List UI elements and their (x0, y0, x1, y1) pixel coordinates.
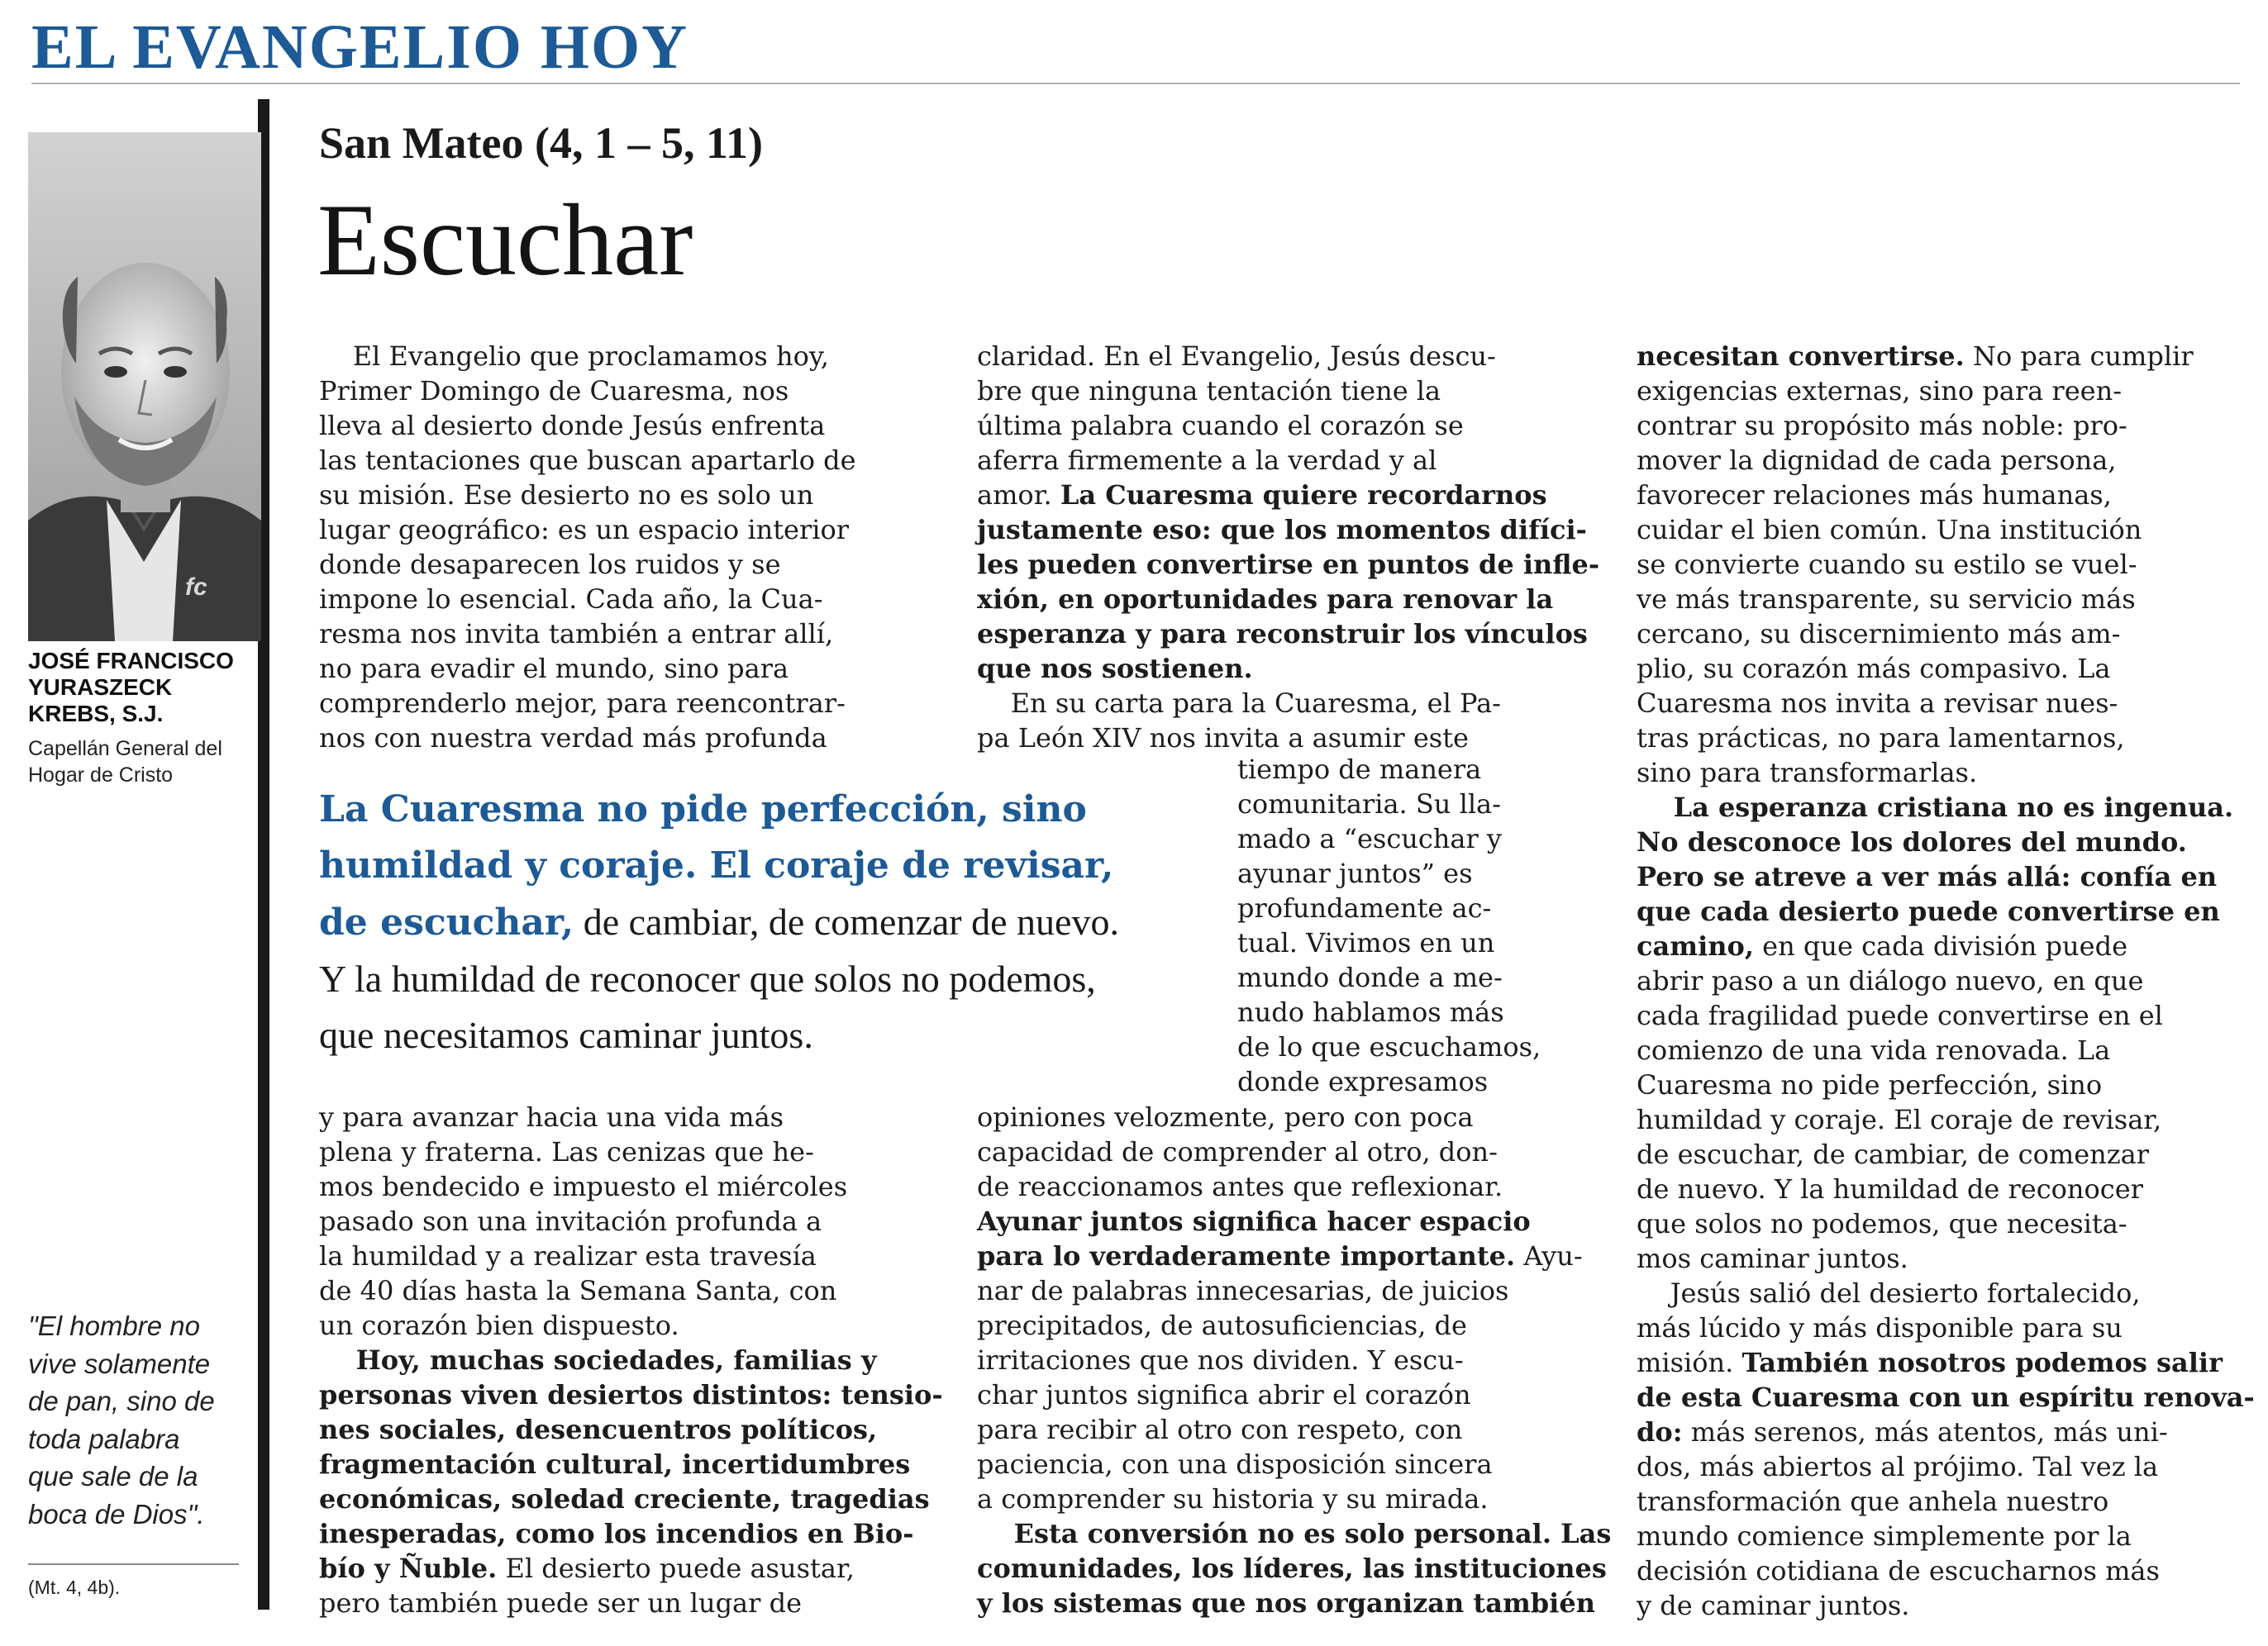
body-bold-line: personas viven desiertos distintos: tensio- (319, 1379, 943, 1411)
body-line: tras prácticas, no para lamentarnos, (1637, 722, 2125, 754)
body-bold-line: comunidades, los líderes, las instituciones (977, 1553, 1607, 1584)
body-line: irritaciones que nos dividen. Y escu- (977, 1344, 1464, 1376)
pull-quote-line: Y la humildad de reconocer que solos no podemos, (319, 958, 1096, 1000)
body-bold-span: do: (1637, 1416, 1683, 1448)
body-line: para recibir al otro con respeto, con (977, 1414, 1463, 1445)
body-bold-line: que nos sostienen. (977, 653, 1253, 684)
body-bold-line: xión, en oportunidades para renovar la (977, 583, 1554, 615)
body-line: bre que ninguna tentación tiene la (977, 375, 1441, 407)
body-bold-line: económicas, soledad creciente, tragedias (319, 1483, 930, 1515)
body-line: de 40 días hasta la Semana Santa, con (319, 1275, 837, 1306)
body-span: amor. (977, 479, 1060, 511)
body-line: de lo que escuchamos, (1237, 1031, 1541, 1063)
body-bold-span: La Cuaresma quiere recordarnos (1060, 479, 1547, 511)
body-bold-line: No desconoce los dolores del mundo. (1637, 826, 2187, 858)
body-line: a comprender su historia y su mirada. (977, 1483, 1489, 1515)
body-bold-span: camino, (1637, 930, 1754, 962)
author-name-line: KREBS, S.J. (28, 701, 164, 726)
author-role-line: Hogar de Cristo (28, 764, 174, 787)
body-line: El Evangelio que proclamamos hoy, (319, 340, 829, 372)
author-role-line: Capellán General del (28, 737, 222, 760)
author-name-line: YURASZECK (28, 674, 173, 700)
body-span: El desierto puede asustar, (497, 1553, 855, 1584)
body-line: las tentaciones que buscan apartarlo de (319, 445, 856, 476)
body-line: más lúcido y más disponible para su (1637, 1312, 2123, 1344)
quote-line: que sale de la (28, 1461, 198, 1491)
body-line: de reaccionamos antes que reflexionar. (977, 1171, 1503, 1202)
body-bold-line: y los sistemas que nos organizan también (977, 1587, 1595, 1619)
body-line: claridad. En el Evangelio, Jesús descu- (977, 340, 1496, 372)
sidebar-quote (28, 1307, 260, 1533)
body-line: abrir paso a un diálogo nuevo, en que (1637, 965, 2144, 997)
column-1-bottom (319, 1100, 943, 1620)
body-line: donde expresamos (1237, 1066, 1489, 1097)
body-line: En su carta para la Cuaresma, el Pa- (977, 687, 1501, 719)
author-name-line: JOSÉ FRANCISCO (28, 648, 234, 673)
body-line: impone lo esencial. Cada año, la Cua- (319, 583, 823, 615)
column-2-top (977, 339, 1599, 755)
body-line: decisión cotidiana de escucharnos más (1637, 1555, 2160, 1587)
body-bold-line: justamente eso: que los momentos difíci- (977, 514, 1587, 545)
body-line: nos con nuestra verdad más profunda (319, 722, 827, 754)
body-span: en que cada división puede (1753, 930, 2127, 962)
body-line: Jesús salió del desierto fortalecido, (1637, 1277, 2141, 1309)
quote-line: boca de Dios". (28, 1498, 205, 1529)
body-line: de nuevo. Y la humildad de reconocer (1637, 1173, 2143, 1205)
body-bold-line: nes sociales, desencuentros políticos, (319, 1414, 878, 1445)
body-span: No para cumplir (1964, 340, 2194, 372)
body-line: mundo comience simplemente por la (1637, 1520, 2132, 1552)
body-line: mundo donde a me- (1237, 962, 1503, 993)
body-line: Primer Domingo de Cuaresma, nos (319, 375, 789, 407)
body-line: su misión. Ese desierto no es solo un (319, 479, 814, 511)
body-line: de escuchar, de cambiar, de comenzar (1637, 1139, 2149, 1170)
scripture-reference: San Mateo (4, 1 – 5, 11) (319, 118, 763, 168)
body-line: nudo hablamos más (1237, 997, 1504, 1028)
column-3 (1637, 339, 2255, 1623)
body-line: opiniones velozmente, pero con poca (977, 1101, 1474, 1133)
body-line: lleva al desierto donde Jesús enfrenta (319, 410, 826, 441)
body-line: tiempo de manera (1237, 754, 1482, 785)
body-line: Cuaresma nos invita a revisar nues- (1637, 687, 2118, 719)
pull-quote-line: de escuchar, (319, 901, 574, 944)
body-bold-span: También nosotros podemos salir (1742, 1347, 2223, 1378)
body-span: más serenos, más atentos, más uni- (1682, 1416, 2168, 1448)
body-line: pasado son una invitación profunda a (319, 1206, 822, 1237)
body-line: cada fragilidad puede convertirse en el (1637, 1000, 2163, 1031)
body-bold-line: que cada desierto puede convertirse en (1637, 896, 2220, 927)
body-line: no para evadir el mundo, sino para (319, 653, 789, 684)
jacket-logo-text: fc (185, 573, 207, 601)
body-line: mos bendecido e impuesto el miércoles (319, 1171, 848, 1202)
body-line: ayunar juntos” es (1237, 858, 1473, 889)
body-line: donde desaparecen los ruidos y se (319, 549, 781, 580)
body-line: comunitaria. Su lla- (1237, 788, 1501, 820)
author-photo (28, 132, 261, 641)
body-line: última palabra cuando el corazón se (977, 410, 1464, 441)
header-divider (31, 83, 2240, 84)
body-line: Cuaresma no pide perfección, sino (1637, 1069, 2103, 1101)
body-line: tual. Vivimos en un (1237, 927, 1495, 959)
body-line: char juntos significa abrir el corazón (977, 1379, 1471, 1411)
body-line: cuidar el bien común. Una institución (1637, 514, 2142, 545)
body-line: y para avanzar hacia una vida más (319, 1101, 784, 1133)
quote-line: de pan, sino de (28, 1386, 215, 1416)
body-span: misión. (1637, 1347, 1742, 1378)
body-line: profundamente ac- (1237, 892, 1492, 924)
body-line: dos, más abiertos al prójimo. Tal vez la (1637, 1451, 2159, 1482)
pull-quote-line: humildad y coraje. El coraje de revisar, (319, 844, 1114, 887)
body-line: plio, su corazón más compasivo. La (1637, 653, 2111, 684)
body-bold-line: inesperadas, como los incendios en Bio- (319, 1518, 914, 1549)
quote-citation: (Mt. 4, 4b). (28, 1577, 121, 1598)
pull-quote-line: La Cuaresma no pide perfección, sino (319, 788, 1087, 830)
article-headline: Escuchar (317, 183, 693, 297)
body-bold-line: de esta Cuaresma con un espíritu renova- (1637, 1382, 2255, 1413)
body-line: mos caminar juntos. (1637, 1243, 1908, 1274)
body-line: lugar geográfico: es un espacio interior (319, 514, 850, 545)
column-2-bottom (977, 1100, 1611, 1620)
author-name (28, 648, 251, 727)
body-line: se convierte cuando su estilo se vuel- (1637, 549, 2137, 580)
column-2-narrow (1237, 752, 1541, 1099)
body-bold-line: Pero se atreve a ver más allá: confía en (1637, 861, 2218, 892)
body-line: un corazón bien dispuesto. (319, 1310, 679, 1341)
body-line: capacidad de comprender al otro, don- (977, 1136, 1498, 1168)
body-line: comienzo de una vida renovada. La (1637, 1035, 2111, 1066)
body-line: plena y fraterna. Las cenizas que he- (319, 1136, 814, 1168)
body-line: ve más transparente, su servicio más (1637, 583, 2136, 615)
section-title: EL EVANGELIO HOY (31, 12, 689, 82)
body-line: exigencias externas, sino para reen- (1637, 375, 2123, 407)
body-line: aferra firmemente a la verdad y al (977, 445, 1437, 476)
body-line: pero también puede ser un lugar de (319, 1587, 803, 1619)
body-line: nar de palabras innecesarias, de juicios (977, 1275, 1509, 1306)
body-bold-line: Ayunar juntos significa hacer espacio (977, 1206, 1531, 1237)
body-bold-line: Hoy, muchas sociedades, familias y (319, 1344, 877, 1376)
author-role (28, 735, 251, 788)
body-line: que solos no podemos, que necesita- (1637, 1208, 2127, 1239)
body-line: humildad y coraje. El coraje de revisar, (1637, 1104, 2162, 1135)
body-bold-span: para lo verdaderamente importante. (977, 1240, 1516, 1272)
body-bold-line: Esta conversión no es solo personal. Las (977, 1518, 1612, 1549)
body-line: mover la dignidad de cada persona, (1637, 445, 2117, 476)
body-line: contrar su propósito más noble: pro- (1637, 410, 2127, 441)
body-bold-line: La esperanza cristiana no es ingenua. (1637, 792, 2234, 823)
body-line: y de caminar juntos. (1637, 1590, 1910, 1621)
body-span: Ayu- (1515, 1240, 1583, 1272)
body-line: favorecer relaciones más humanas, (1637, 479, 2112, 511)
pull-quote (319, 782, 1119, 1063)
body-line: pa León XIV nos invita a asumir este (977, 722, 1469, 754)
quote-divider (28, 1563, 239, 1565)
body-line: la humildad y a realizar esta travesía (319, 1240, 817, 1272)
body-line: mado a “escuchar y (1237, 823, 1502, 854)
body-bold-span: necesitan convertirse. (1637, 340, 1965, 372)
body-bold-line: fragmentación cultural, incertidumbres (319, 1449, 911, 1480)
body-line: comprenderlo mejor, para reencontrar- (319, 687, 846, 719)
column-1-top (319, 339, 856, 755)
quote-line: toda palabra (28, 1423, 180, 1454)
quote-line: "El hombre no (28, 1311, 200, 1341)
quote-line: vive solamente (28, 1348, 211, 1379)
pull-quote-line: que necesitamos caminar juntos. (319, 1014, 813, 1056)
pull-quote-tail: de cambiar, de comenzar de nuevo. (574, 901, 1119, 943)
body-bold-line: esperanza y para reconstruir los vínculos (977, 618, 1588, 649)
body-line: precipitados, de autosuficiencias, de (977, 1310, 1467, 1341)
body-line: paciencia, con una disposición sincera (977, 1449, 1493, 1480)
body-line: resma nos invita también a entrar allí, (319, 618, 834, 649)
body-line: cercano, su discernimiento más am- (1637, 618, 2121, 649)
body-bold-line: les pueden convertirse en puntos de infle- (977, 549, 1600, 580)
body-line: transformación que anhela nuestro (1637, 1486, 2109, 1517)
body-bold-span: bío y Ñuble. (319, 1553, 498, 1584)
body-line: sino para transformarlas. (1637, 757, 1978, 788)
